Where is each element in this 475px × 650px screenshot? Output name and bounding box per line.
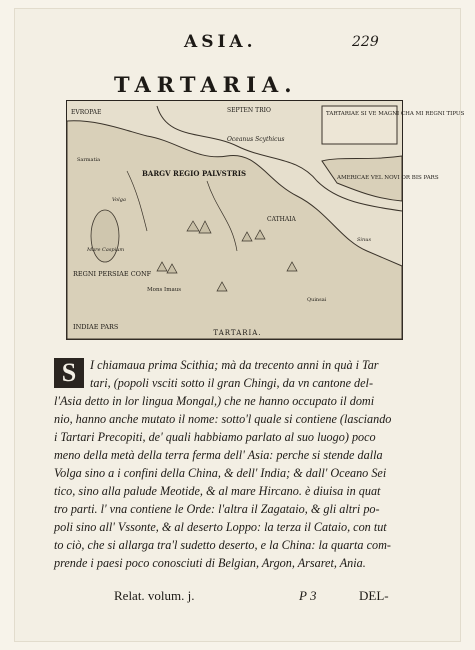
label-oceanus: Oceanus Scythicus: [227, 136, 285, 143]
label-quinsai: Quinsai: [307, 297, 327, 303]
page-number: 229: [352, 34, 379, 50]
label-sinus: Sinus: [357, 237, 372, 243]
body-text: [54, 356, 426, 572]
map-caption: TARTARIA.: [213, 329, 262, 337]
label-bargu: BARGV REGIO PALVSTRIS: [142, 169, 247, 178]
section-heading: ASIA.: [184, 32, 257, 52]
text-line: l'Asia detto in lor lingua Mongal,) che ne hanno occupato il domi: [54, 394, 375, 408]
label-caspian: Mare Caspium: [87, 247, 125, 253]
catchword: DEL-: [359, 588, 389, 603]
label-cathaia: CATHAIA: [267, 216, 296, 223]
text-line: tari, (popoli vsciti sotto il gran Chingi, da vn cantone del-: [90, 376, 373, 390]
book-page: [14, 8, 465, 642]
text-line: poli sino all' Vssonte, & al deserto Loppo: la terza il Cataio, con tut: [54, 520, 387, 534]
map-title: TARTARIA.: [114, 72, 298, 97]
signature-mark: P 3: [299, 588, 317, 603]
label-imaus: Mons Imaus: [147, 287, 182, 293]
label-persia: REGNI PERSIAE CONF: [73, 270, 152, 278]
label-india: INDIAE PARS: [73, 323, 119, 331]
text-line: tico, sino alla palude Meotide, & al mare Hircano. è diuisa in quat: [54, 484, 381, 498]
text-line: i Tartari Precopiti, de' quali habbiamo parlato al suo luogo) poco: [54, 430, 376, 444]
label-america: AMERICAE VEL NOVI OR BIS PARS: [337, 175, 439, 181]
drop-cap: S: [54, 358, 84, 388]
text-line: I chiamaua prima Scithia; mà da trecento anni in quà i Tar: [90, 358, 379, 372]
label-septentrio: SEPTEN TRIO: [227, 107, 271, 114]
volume-reference: Relat. volum. j.: [114, 588, 195, 603]
text-line: meno della metà della terra ferma dell' Asia: perche si stende dalla: [54, 448, 383, 462]
text-line: prende i paesi poco conosciuti di Belgian, Argon, Arsaret, Ania.: [54, 556, 366, 570]
text-line: Volga sino a i confini della China, & dell' India; & dall' Oceano Sei: [54, 466, 387, 480]
label-volga: Volga: [112, 197, 126, 203]
label-europae: EVROPAE: [71, 109, 102, 116]
text-line: nio, hanno anche mutato il nome: sotto'l quale si contiene (lasciando: [54, 412, 392, 426]
label-sarmatia: Sarmatia: [77, 157, 101, 163]
map-engraving: [66, 100, 465, 340]
text-line: tro parti. l' vna contiene le Orde: l'altra il Zagataio, & gli altri po-: [54, 502, 380, 516]
map-graphic: [67, 101, 465, 339]
text-line: to ciò, che si allarga tra'l sudetto deserto, e la China: la quarta com-: [54, 538, 391, 552]
map-cartouche: TARTARIAE SI VE MAGNI CHA MI REGNI TIPUS: [326, 111, 465, 117]
